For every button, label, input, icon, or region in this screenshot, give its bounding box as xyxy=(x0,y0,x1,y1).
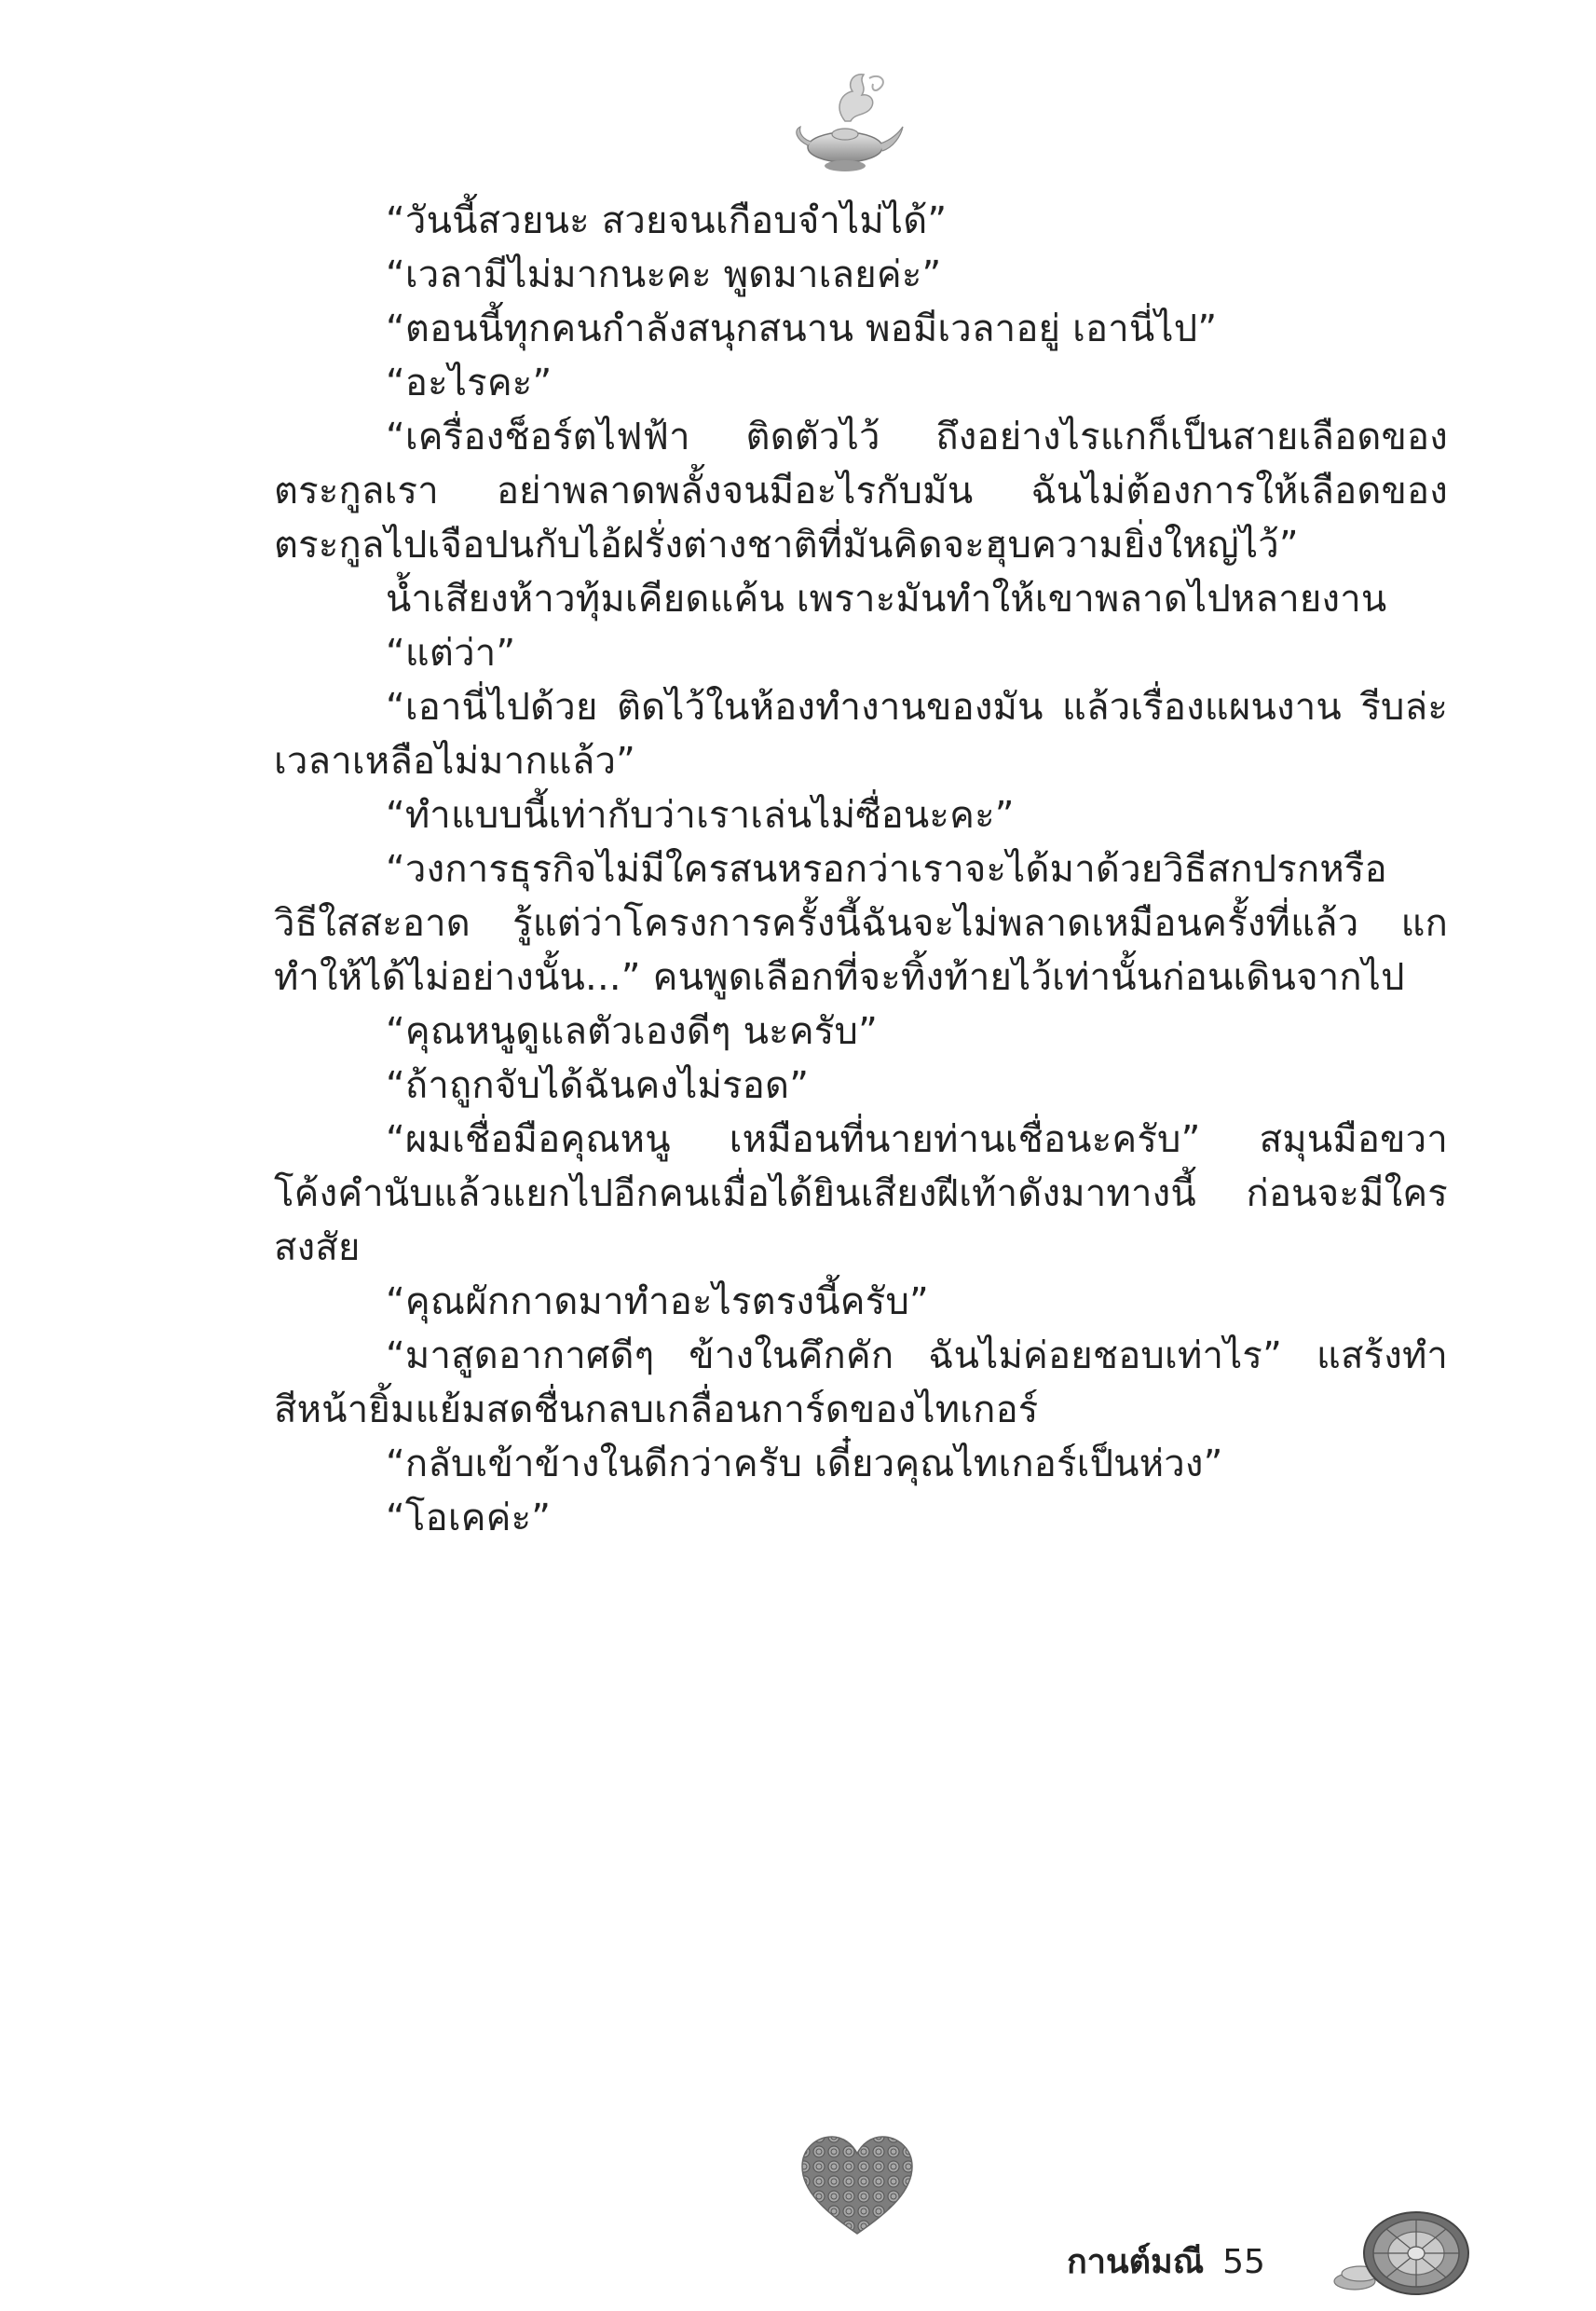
text-line: “วันนี้สวยนะ สวยจนเกือบจำไม่ได้” xyxy=(386,199,948,242)
text-line: “ผมเชื่อมือคุณหนู เหมือนที่นายท่านเชื่อนะครับ” สมุนมือขวา xyxy=(386,1118,1448,1161)
text-line: ตระกูลเรา อย่าพลาดพลั้งจนมีอะไรกับมัน ฉันไม่ต้องการให้เลือดของ xyxy=(274,470,1448,513)
text-line: “มาสูดอากาศดีๆ ข้างในคึกคัก ฉันไม่ค่อยชอบเท่าไร” แสร้งทำ xyxy=(386,1334,1448,1377)
text-line: “ทำแบบนี้เท่ากับว่าเราเล่นไม่ซื่อนะคะ” xyxy=(386,794,1015,837)
text-line: โค้งคำนับแล้วแยกไปอีกคนเมื่อได้ยินเสียงฝีเท้าดังมาทางนี้ ก่อนจะมีใคร xyxy=(274,1172,1448,1215)
roulette-wheel-icon xyxy=(1323,2208,1472,2297)
page-number: 55 xyxy=(1222,2243,1265,2281)
text-line: “แต่ว่า” xyxy=(386,632,516,675)
text-line: “อะไรคะ” xyxy=(386,362,552,404)
page-footer xyxy=(1067,2235,1265,2288)
text-line: “คุณผักกาดมาทำอะไรตรงนี้ครับ” xyxy=(386,1280,929,1323)
text-line: วิธีใสสะอาด รู้แต่ว่าโครงการครั้งนี้ฉันจะไม่พลาดเหมือนครั้งที่แล้ว แก xyxy=(274,902,1448,945)
text-line: “ตอนนี้ทุกคนกำลังสนุกสนาน พอมีเวลาอยู่ เอานี่ไป” xyxy=(386,308,1218,350)
text-line: เวลาเหลือไม่มากแล้ว” xyxy=(274,740,636,783)
book-title: กานต์มณี xyxy=(1067,2243,1205,2281)
text-line: “วงการธุรกิจไม่มีใครสนหรอกว่าเราจะได้มาด้วยวิธีสกปรกหรือ xyxy=(386,848,1387,891)
text-line: “กลับเข้าข้างในดีกว่าครับ เดี๋ยวคุณไทเกอร์เป็นห่วง” xyxy=(386,1443,1223,1485)
text-line: “โอเคค่ะ” xyxy=(386,1497,552,1539)
text-line: “เครื่องช็อร์ตไฟฟ้า ติดตัวไว้ ถึงอย่างไรแกก็เป็นสายเลือดของ xyxy=(386,416,1448,458)
text-line: ทำให้ได้ไม่อย่างนั้น...” คนพูดเลือกที่จะทิ้งท้ายไว้เท่านั้นก่อนเดินจากไป xyxy=(274,956,1405,999)
body-text xyxy=(274,194,1448,1545)
genie-lamp-icon xyxy=(787,65,908,177)
text-line: “ถ้าถูกจับได้ฉันคงไม่รอด” xyxy=(386,1064,810,1107)
text-line: ตระกูลไปเจือปนกับไอ้ฝรั่งต่างชาติที่มันคิดจะฮุบความยิ่งใหญ่ไว้” xyxy=(274,524,1299,567)
text-line: “เอานี่ไปด้วย ติดไว้ในห้องทำงานของมัน แล้วเรื่องแผนงาน รีบล่ะ xyxy=(386,686,1448,729)
text-line: “คุณหนูดูแลตัวเองดีๆ นะครับ” xyxy=(386,1010,878,1053)
text-line: สงสัย xyxy=(274,1226,361,1269)
text-line: “เวลามีไม่มากนะคะ พูดมาเลยค่ะ” xyxy=(386,253,942,296)
text-line: สีหน้ายิ้มแย้มสดชื่นกลบเกลื่อนการ์ดของไทเกอร์ xyxy=(274,1388,1039,1431)
rose-heart-icon xyxy=(797,2129,918,2241)
text-line: น้ำเสียงห้าวทุ้มเคียดแค้น เพราะมันทำให้เขาพลาดไปหลายงาน xyxy=(386,578,1387,621)
